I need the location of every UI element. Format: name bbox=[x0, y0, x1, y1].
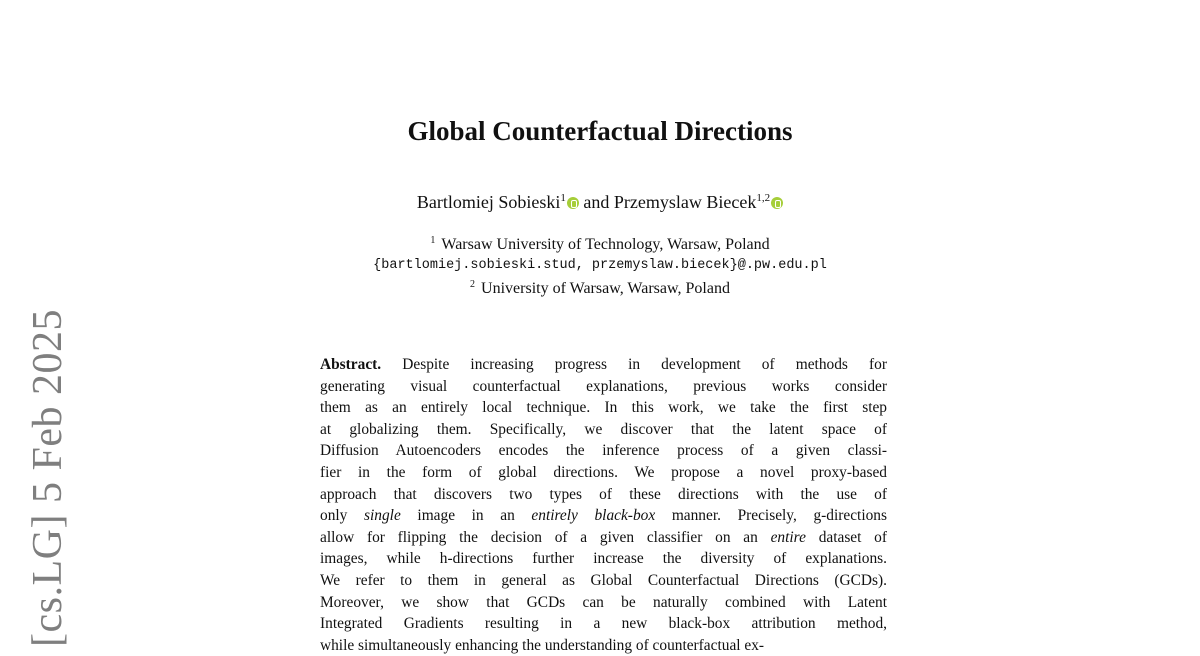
abstract-text: allow for flipping the decision of a given classifier on an bbox=[320, 528, 758, 546]
affiliation-1 bbox=[0, 235, 1200, 254]
abstract-emphasis: single bbox=[364, 507, 401, 525]
affiliation-text: Warsaw University of Technology, Warsaw, Poland bbox=[441, 236, 770, 253]
author-affiliation-mark: 1,2 bbox=[756, 192, 771, 204]
abstract-label: Abstract. bbox=[320, 356, 382, 373]
affiliation-text: University of Warsaw, Warsaw, Poland bbox=[481, 280, 730, 297]
abstract-line: We refer to them in general as Global Counterfactual Directions (GCDs). bbox=[320, 571, 887, 589]
abstract-line: images, while h-directions further increase the diversity of explanations. bbox=[320, 550, 887, 568]
abstract-line bbox=[320, 527, 887, 549]
affiliation-mark: 1 bbox=[430, 235, 436, 246]
author-emails: {bartlomiej.sobieski.stud, przemyslaw.biecek}@.pw.edu.pl bbox=[373, 258, 827, 273]
abstract-line: at globalizing them. Specifically, we discover that the latent space of bbox=[320, 420, 887, 438]
abstract-text: image in an bbox=[417, 507, 515, 525]
abstract-line: while simultaneously enhancing the understanding of counterfactual ex- bbox=[320, 636, 765, 654]
author-affiliation-mark: 1 bbox=[560, 192, 566, 204]
orcid-icon[interactable] bbox=[771, 197, 783, 209]
abstract-line bbox=[320, 505, 887, 527]
abstract-line: Diffusion Autoencoders encodes the inference process of a given classi- bbox=[320, 442, 887, 460]
abstract-line: fier in the form of global directions. We propose a novel proxy-based bbox=[320, 463, 887, 481]
abstract-line: Integrated Gradients resulting in a new black-box attribution method, bbox=[320, 615, 887, 633]
abstract-line: them as an entirely local technique. In this work, we take the first step bbox=[320, 399, 887, 417]
abstract bbox=[320, 354, 887, 656]
author-conjunction: and bbox=[583, 192, 610, 212]
abstract-text: manner. Precisely, g-directions bbox=[671, 507, 887, 525]
abstract-line bbox=[320, 354, 887, 376]
orcid-icon[interactable] bbox=[567, 197, 579, 209]
paper-title: Global Counterfactual Directions bbox=[407, 116, 793, 146]
abstract-text: only bbox=[320, 507, 348, 525]
abstract-line: generating visual counterfactual explanations, previous works consider bbox=[320, 377, 887, 395]
abstract-text: Despite increasing progress in development of methods for bbox=[402, 356, 887, 373]
abstract-emphasis: entire bbox=[770, 528, 806, 546]
abstract-line: Moreover, we show that GCDs can be naturally combined with Latent bbox=[320, 593, 887, 611]
arxiv-side-stamp: [cs.LG] 5 Feb 2025 bbox=[25, 309, 71, 647]
affiliation-mark: 2 bbox=[470, 279, 476, 290]
abstract-emphasis: entirely black-box bbox=[531, 507, 656, 525]
affiliation-2 bbox=[0, 279, 1200, 298]
author-name: Bartlomiej Sobieski bbox=[416, 192, 561, 212]
author-name: Przemyslaw Biecek bbox=[613, 192, 757, 212]
abstract-text: dataset of bbox=[818, 528, 887, 546]
abstract-line: approach that discovers two types of these directions with the use of bbox=[320, 485, 887, 503]
author-line bbox=[0, 192, 1200, 213]
